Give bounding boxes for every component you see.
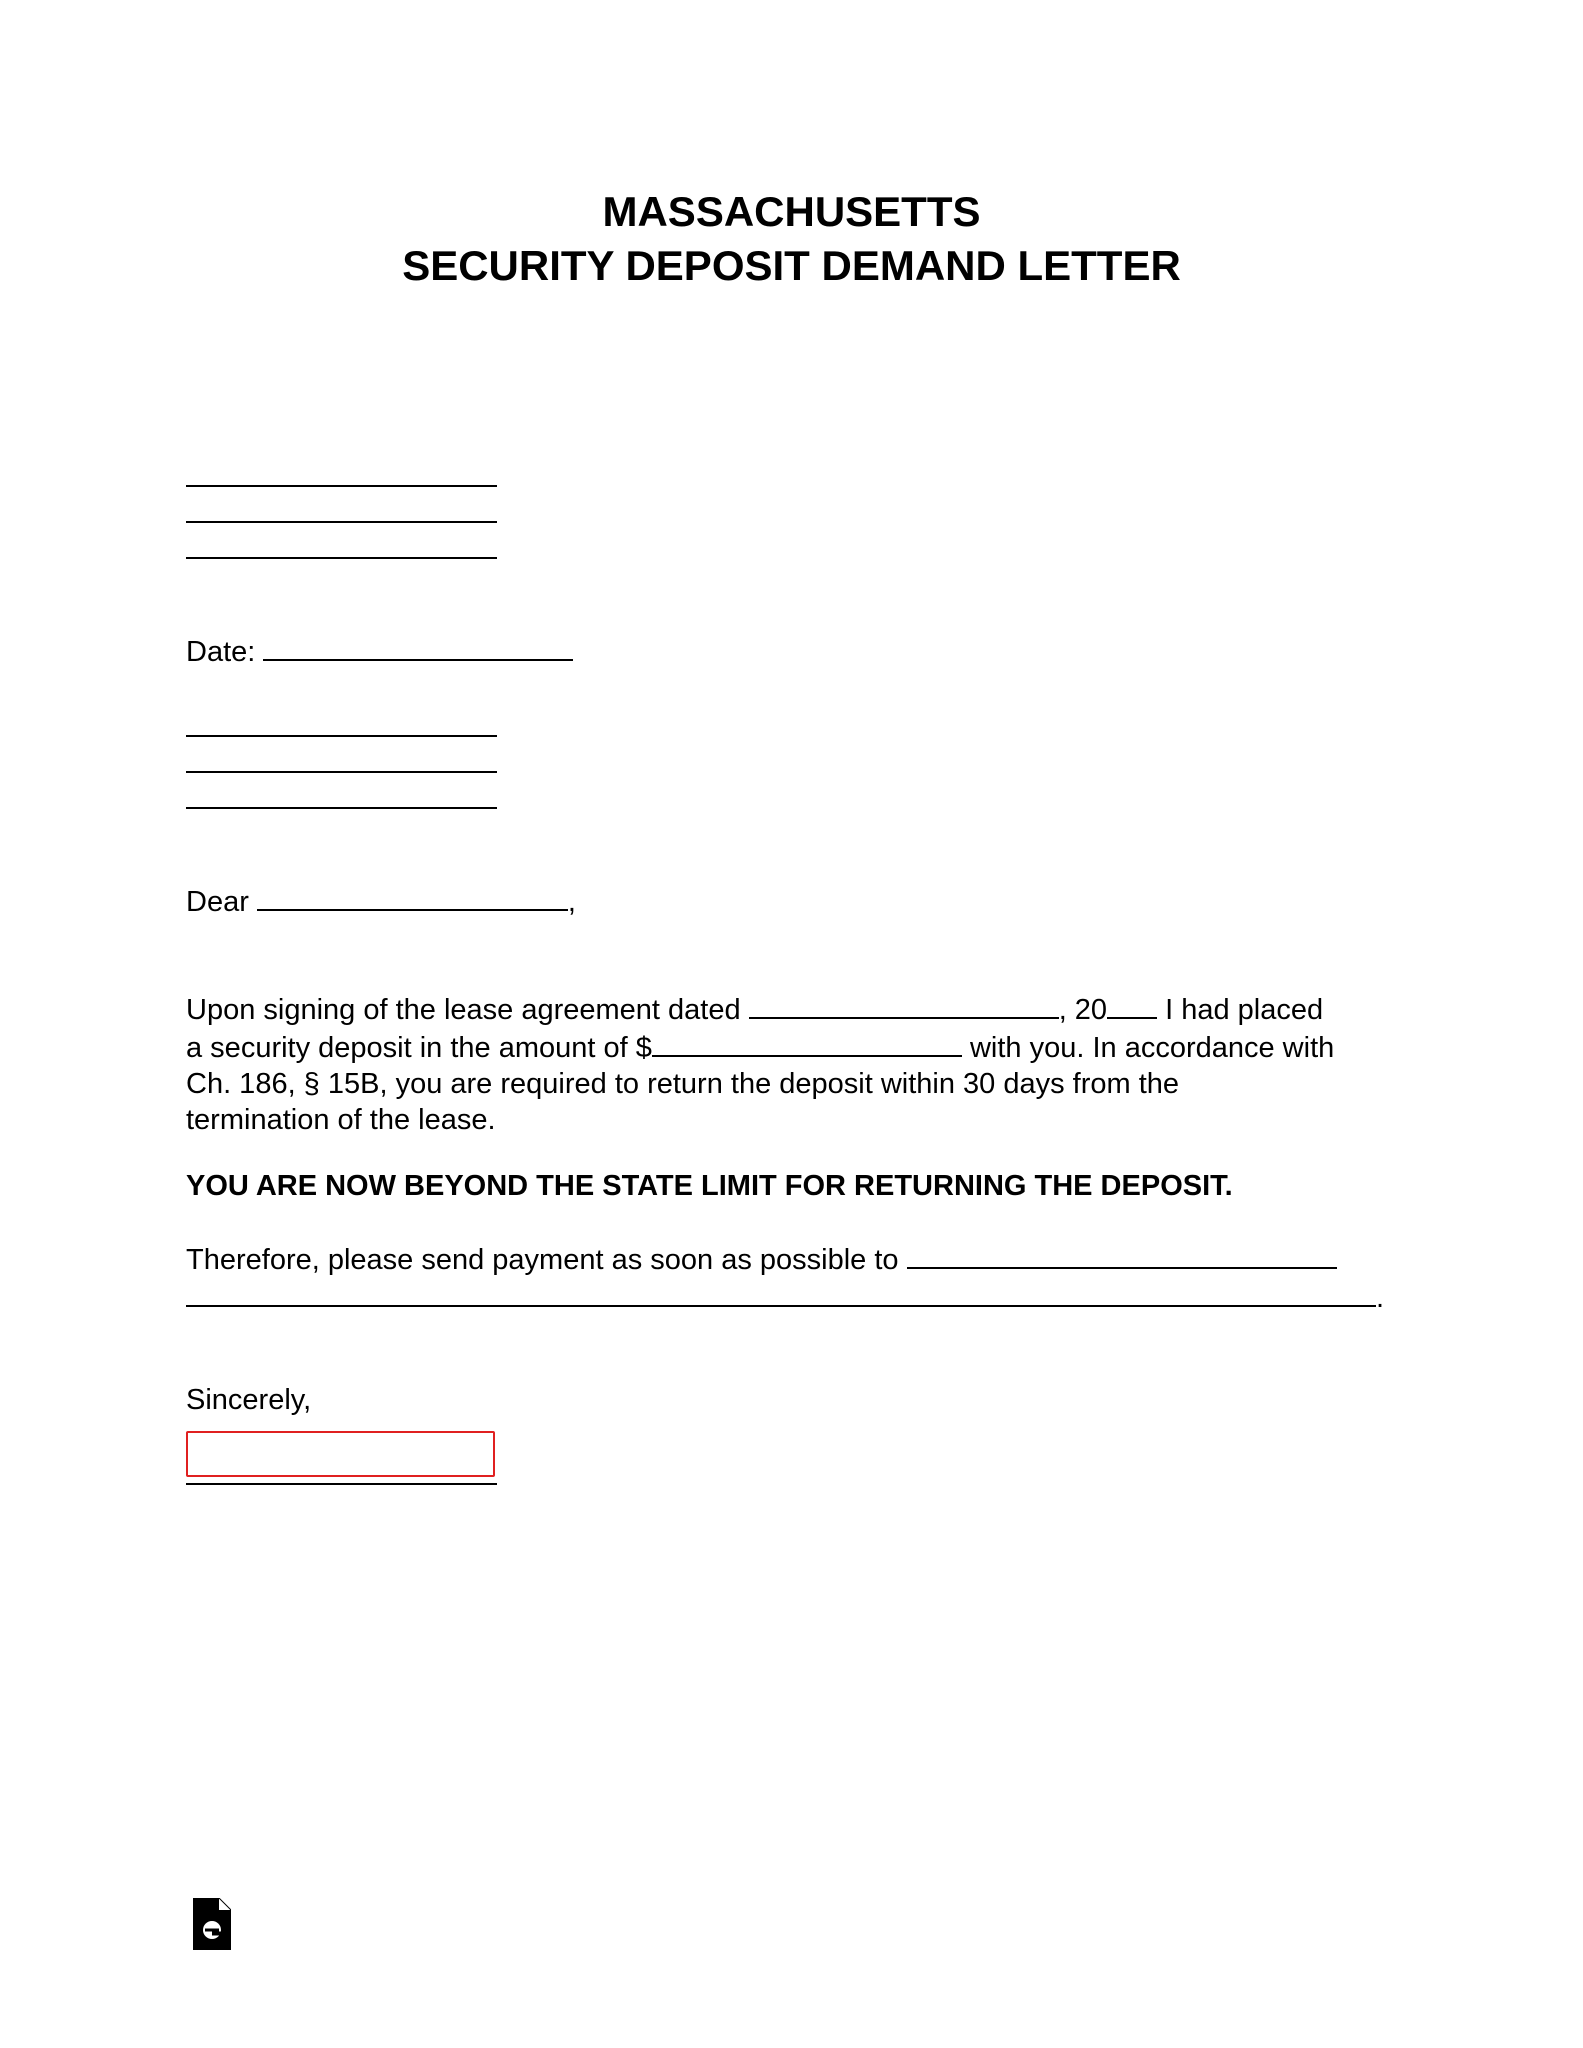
- document-e-logo-icon: [193, 1898, 231, 1950]
- salutation-label: Dear: [186, 886, 249, 918]
- document-title-line2: SECURITY DEPOSIT DEMAND LETTER: [402, 242, 1181, 289]
- payment-address-field-2[interactable]: [186, 1278, 1376, 1307]
- lease-date-field[interactable]: [749, 990, 1059, 1019]
- deposit-amount-field[interactable]: [652, 1028, 962, 1057]
- payment-paragraph: [186, 1240, 1426, 1316]
- payment-line-2: .: [186, 1278, 1426, 1316]
- body-line-1: Upon signing of the lease agreement dated , 20 I had placed: [186, 990, 1426, 1028]
- body-line-3: Ch. 186, § 15B, you are required to return the deposit within 30 days from the: [186, 1068, 1180, 1100]
- sender-address-line-3[interactable]: [186, 530, 497, 568]
- payment-line-1: Therefore, please send payment as soon as possible to: [186, 1240, 1426, 1278]
- recipient-address-line-3[interactable]: [186, 780, 497, 818]
- recipient-name-field[interactable]: [257, 882, 568, 911]
- document-title-line1: MASSACHUSETTS: [602, 188, 981, 235]
- payment-address-field-1[interactable]: [907, 1240, 1337, 1269]
- date-field[interactable]: [263, 632, 573, 661]
- sender-address-line-1[interactable]: [186, 458, 497, 496]
- date-row: [186, 632, 573, 670]
- closing-text: Sincerely,: [186, 1384, 312, 1416]
- recipient-address-line-1[interactable]: [186, 708, 497, 746]
- salutation-row: [186, 882, 576, 920]
- body-line-2: a security deposit in the amount of $ with you. In accordance with: [186, 1028, 1426, 1066]
- recipient-address-line-2[interactable]: [186, 744, 497, 782]
- body-paragraph: [186, 990, 1426, 1138]
- date-label: Date:: [186, 636, 256, 668]
- signature-line: [186, 1483, 497, 1485]
- lease-year-field[interactable]: [1107, 990, 1157, 1019]
- sender-address-line-2[interactable]: [186, 494, 497, 532]
- salutation-comma: ,: [567, 886, 576, 918]
- body-line-4: termination of the lease.: [186, 1104, 496, 1136]
- signature-field[interactable]: [186, 1431, 495, 1477]
- warning-text: YOU ARE NOW BEYOND THE STATE LIMIT FOR RETURNING THE DEPOSIT.: [186, 1170, 1233, 1202]
